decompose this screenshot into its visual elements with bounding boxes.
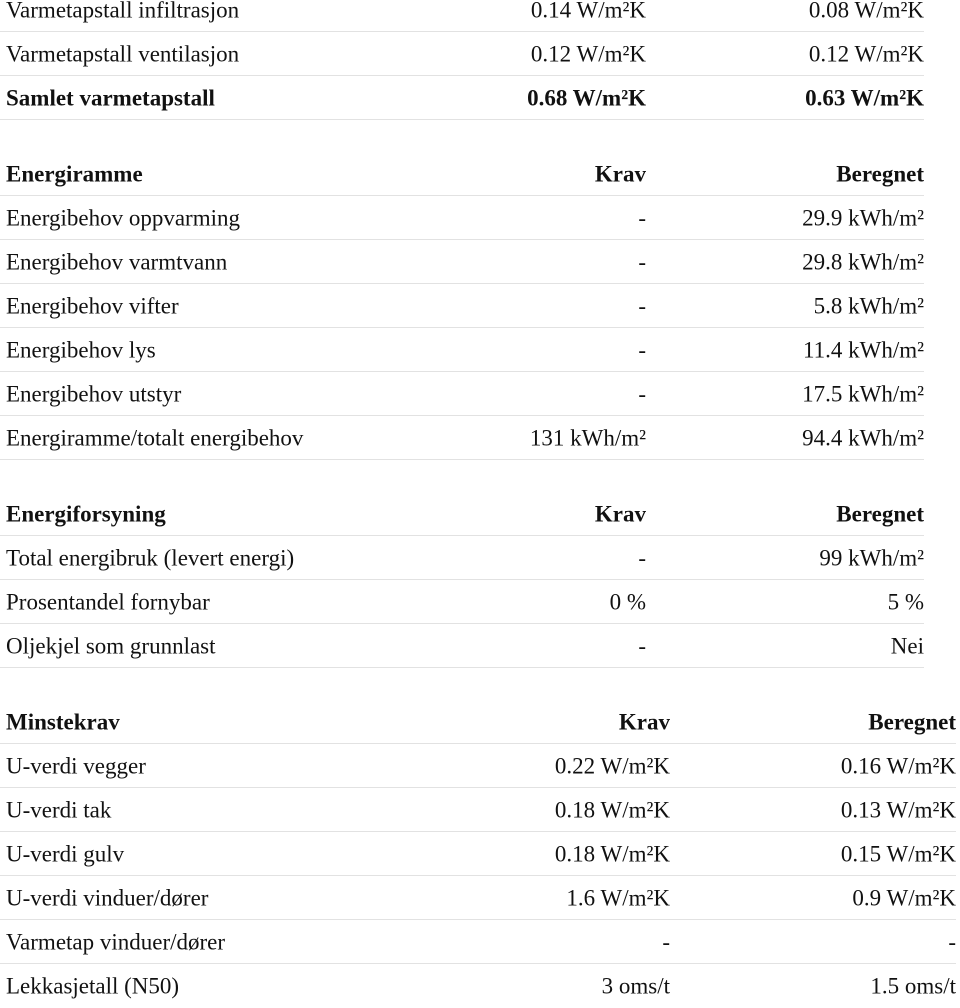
column-header-beregnet: Beregnet [868, 709, 956, 734]
table-row [0, 416, 924, 460]
table-row-total [0, 76, 924, 120]
row-label: Oljekjel som grunnlast [6, 633, 216, 658]
column-header-krav: Krav [594, 161, 646, 186]
row-label: Varmetap vinduer/dører [6, 929, 226, 954]
column-header-beregnet: Beregnet [836, 161, 924, 186]
row-label: Samlet varmetapstall [6, 85, 215, 110]
row-label: U-verdi vinduer/dører [6, 885, 209, 910]
row-krav-value: - [638, 633, 646, 658]
row-krav-value: 1.6 W/m²K [566, 885, 670, 910]
row-label: U-verdi gulv [6, 841, 125, 866]
table-row [0, 580, 924, 624]
row-krav-value: - [662, 929, 670, 954]
row-beregnet-value: Nei [890, 633, 924, 658]
row-krav-value: - [638, 249, 646, 274]
row-krav-value: 0.68 W/m²K [527, 85, 646, 110]
energiramme-table [0, 152, 924, 460]
row-krav-value: 131 kWh/m² [529, 425, 646, 450]
row-krav-value: 0.18 W/m²K [554, 841, 670, 866]
table-row [0, 284, 924, 328]
row-beregnet-value: 11.4 kWh/m² [802, 337, 924, 362]
row-label: Energiramme/totalt energibehov [6, 425, 304, 450]
row-krav-value: - [638, 545, 646, 570]
row-krav-value: - [638, 337, 646, 362]
row-krav-value: 3 oms/t [601, 973, 670, 999]
row-krav-value: 0 % [609, 589, 646, 614]
column-header-krav: Krav [594, 501, 646, 526]
table-header-row [0, 700, 956, 744]
row-label: U-verdi tak [6, 797, 112, 822]
table-header-row [0, 492, 924, 536]
row-beregnet-value: 0.15 W/m²K [840, 841, 956, 866]
row-beregnet-value: 99 kWh/m² [819, 545, 924, 570]
row-krav-value: - [638, 293, 646, 318]
table-row [0, 920, 956, 964]
row-label: Lekkasjetall (N50) [6, 973, 180, 999]
table-row [0, 240, 924, 284]
row-krav-value: - [638, 381, 646, 406]
row-label: Prosentandel fornybar [6, 589, 210, 614]
column-header-beregnet: Beregnet [836, 501, 924, 526]
column-header-krav: Krav [618, 709, 670, 734]
energiforsyning-table [0, 492, 924, 668]
row-label: Energibehov varmtvann [6, 249, 228, 274]
row-label: Varmetapstall ventilasjon [6, 41, 240, 66]
row-label: Energibehov lys [6, 337, 156, 362]
table-row [0, 196, 924, 240]
table-row [0, 624, 924, 668]
row-beregnet-value: 0.08 W/m²K [808, 0, 924, 22]
row-krav-value: 0.14 W/m²K [530, 0, 646, 22]
row-beregnet-value: 0.16 W/m²K [840, 753, 956, 778]
row-beregnet-value: 5.8 kWh/m² [813, 293, 924, 318]
row-label: Varmetapstall infiltrasjon [6, 0, 240, 22]
row-krav-value: - [638, 205, 646, 230]
table-row [0, 536, 924, 580]
table-row [0, 788, 956, 832]
row-beregnet-value: 0.63 W/m²K [805, 85, 924, 110]
table-row [0, 328, 924, 372]
section-heading: Energiforsyning [6, 501, 166, 526]
row-beregnet-value: 29.9 kWh/m² [802, 205, 924, 230]
row-beregnet-value: 0.13 W/m²K [840, 797, 956, 822]
row-label: U-verdi vegger [6, 753, 146, 778]
row-beregnet-value: 29.8 kWh/m² [802, 249, 924, 274]
table-row [0, 32, 924, 76]
section-heading: Energiramme [6, 161, 143, 186]
row-beregnet-value: - [948, 929, 956, 954]
table-row [0, 832, 956, 876]
row-krav-value: 0.18 W/m²K [554, 797, 670, 822]
table-row [0, 876, 956, 920]
table-header-row [0, 152, 924, 196]
section-heading: Minstekrav [6, 709, 120, 734]
row-beregnet-value: 0.12 W/m²K [808, 41, 924, 66]
row-label: Energibehov utstyr [6, 381, 182, 406]
row-label: Energibehov oppvarming [6, 205, 240, 230]
varmetap-table-continued [0, 0, 924, 120]
row-label: Energibehov vifter [6, 293, 179, 318]
row-beregnet-value: 5 % [887, 589, 924, 614]
row-beregnet-value: 94.4 kWh/m² [802, 425, 924, 450]
row-krav-value: 0.22 W/m²K [554, 753, 670, 778]
table-row [0, 744, 956, 788]
row-beregnet-value: 0.9 W/m²K [852, 885, 956, 910]
row-label: Total energibruk (levert energi) [6, 545, 295, 570]
table-row [0, 372, 924, 416]
table-row [0, 0, 924, 32]
row-beregnet-value: 17.5 kWh/m² [802, 381, 924, 406]
minstekrav-table [0, 700, 956, 1008]
row-krav-value: 0.12 W/m²K [530, 41, 646, 66]
table-row [0, 964, 956, 1008]
row-beregnet-value: 1.5 oms/t [870, 973, 956, 999]
